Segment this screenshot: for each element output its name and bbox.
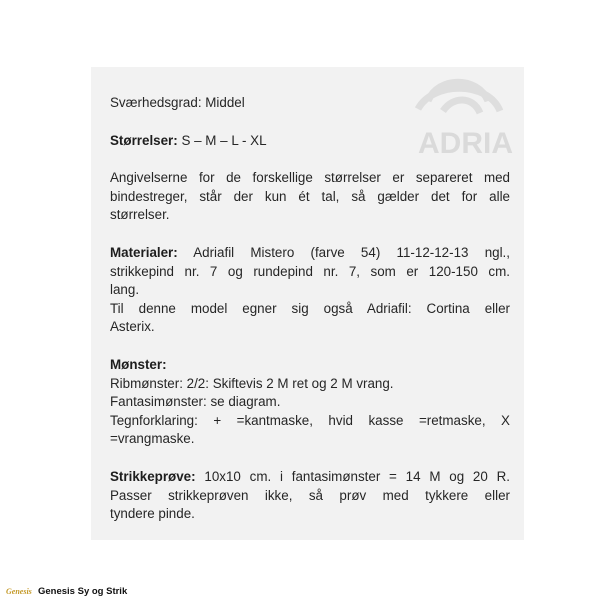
pattern-heading: Mønster: [110, 356, 167, 372]
pattern-line-2: Fantasimønster: se diagram. [110, 394, 281, 410]
materials-label: Materialer: [110, 244, 178, 260]
materials-line-4: Til denne model egner sig også Adriafil: Cortina eller [110, 300, 510, 316]
gauge-line-3: tyndere pinde. [110, 506, 195, 522]
pattern-line-3: Tegnforklaring: + =kantmaske, hvid kasse =retmaske, X [110, 412, 510, 428]
footer-brand-name: Genesis Sy og Strik [38, 585, 128, 597]
materials-line-5: Asterix. [110, 319, 155, 335]
sizes-value: S – M – L - XL [177, 132, 267, 148]
gauge-line-1: Strikkeprøve: 10x10 cm. i fantasimønster = 14 M og 20 R. [110, 468, 510, 484]
footer-brand[interactable] [6, 585, 127, 597]
svg-text:ADRIA: ADRIA [418, 127, 513, 160]
pattern-line-1: Ribmønster: 2/2: Skiftevis 2 M ret og 2 M vrang. [110, 375, 394, 391]
sizes-line [110, 132, 510, 151]
difficulty-line: Sværhedsgrad: Middel [110, 95, 245, 110]
gauge-line-2: Passer strikkeprøven ikke, så prøv med tykkere eller [110, 487, 510, 503]
svg-text:Genesis: Genesis [6, 587, 32, 596]
note-line-1: Angivelserne for de forskellige størrelser er separeret med [110, 170, 510, 186]
materials-line-3: lang. [110, 282, 140, 298]
pattern-text [110, 94, 510, 524]
sizes-label: Størrelser: [110, 132, 178, 148]
pattern-sheet [91, 67, 524, 540]
materials-line-1: Materialer: Adriafil Mistero (farve 54) 11-12-12-13 ngl., [110, 244, 510, 260]
gauge-label: Strikkeprøve: [110, 468, 196, 484]
materials-line-2: strikkepind nr. 7 og rundepind nr. 7, som er 120-150 cm. [110, 263, 510, 279]
note-line-2: bindestreger, står der kun ét tal, så gælder det for alle [110, 188, 510, 204]
note-line-3: størrelser. [110, 207, 170, 223]
pattern-line-4: =vrangmaske. [110, 431, 195, 447]
genesis-logo-icon [6, 585, 34, 597]
